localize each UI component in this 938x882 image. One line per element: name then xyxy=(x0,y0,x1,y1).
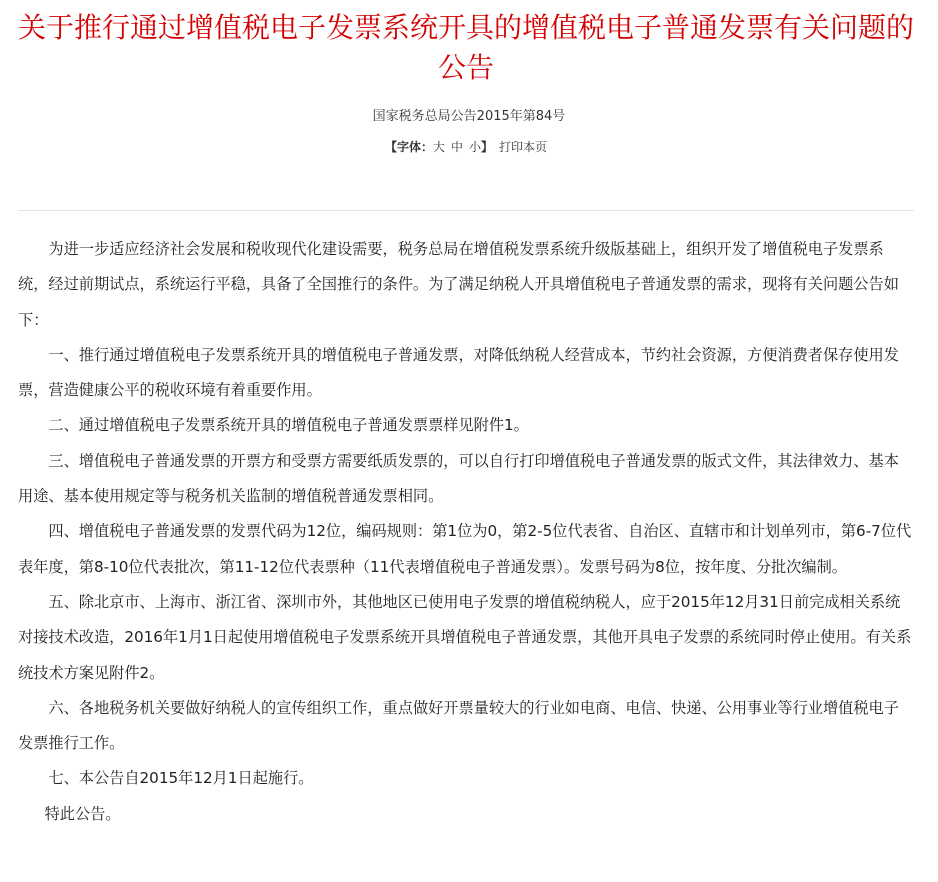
announcement-body xyxy=(18,232,914,832)
font-medium-link[interactable]: 中 xyxy=(450,140,463,154)
font-large-link[interactable]: 大 xyxy=(432,140,445,154)
document-number: 国家税务总局公告2015年第84号 xyxy=(372,109,566,124)
font-size-label-close: 】 xyxy=(481,140,494,154)
body-paragraph: 一、推行通过增值税电子发票系统开具的增值税电子普通发票，对降低纳税人经营成本，节约社会资源，方便消费者保存使用发票，营造健康公平的税收环境有着重要作用。 xyxy=(18,345,899,400)
closing-line: 特此公告。 xyxy=(44,804,121,823)
body-paragraph: 二、通过增值税电子发票系统开具的增值税电子普通发票票样见附件1。 xyxy=(48,416,529,435)
body-paragraph: 三、增值税电子普通发票的开票方和受票方需要纸质发票的，可以自行打印增值税电子普通发票的版式文件，其法律效力、基本用途、基本使用规定等与税务机关监制的增值税普通发票相同。 xyxy=(18,451,899,506)
font-size-label: 【字体： xyxy=(384,140,433,154)
body-paragraph: 四、增值税电子普通发票的发票代码为12位，编码规则：第1位为0，第2-5位代表省、自治区、直辖市和计划单列市，第6-7位代表年度，第8-10位代表批次，第11-12位代表票种（11代表增值税电子普通发票）。发票号码为8位，按年度、分批次编制。 xyxy=(18,522,912,576)
body-paragraph: 七、本公告自2015年12月1日起施行。 xyxy=(48,769,314,788)
print-page-link[interactable]: 打印本页 xyxy=(499,140,548,154)
font-small-link[interactable]: 小 xyxy=(469,140,482,154)
body-paragraph: 五、除北京市、上海市、浙江省、深圳市外，其他地区已使用电子发票的增值税纳税人，应于2015年12月31日前完成相关系统对接技术改造，2016年1月1日起使用增值税电子发票系统开具增值税电子普通发票，其他开具电子发票的系统同时停止使用。有关系统技术方案见附件2。 xyxy=(18,592,912,682)
page-title: 关于推行通过增值税电子发票系统开具的增值税电子普通发票有关问题的公告 xyxy=(18,11,915,84)
font-size-toolbar xyxy=(0,138,932,155)
body-paragraph: 为进一步适应经济社会发展和税收现代化建设需要，税务总局在增值税发票系统升级版基础上，组织开发了增值税电子发票系统，经过前期试点，系统运行平稳，具备了全国推行的条件。为了满足纳税人开具增值税电子普通发票的需求，现将有关问题公告如下： xyxy=(18,240,899,329)
body-paragraph: 六、各地税务机关要做好纳税人的宣传组织工作，重点做好开票量较大的行业如电商、电信、快递、公用事业等行业增值税电子发票推行工作。 xyxy=(18,698,899,753)
header-divider xyxy=(18,210,914,211)
